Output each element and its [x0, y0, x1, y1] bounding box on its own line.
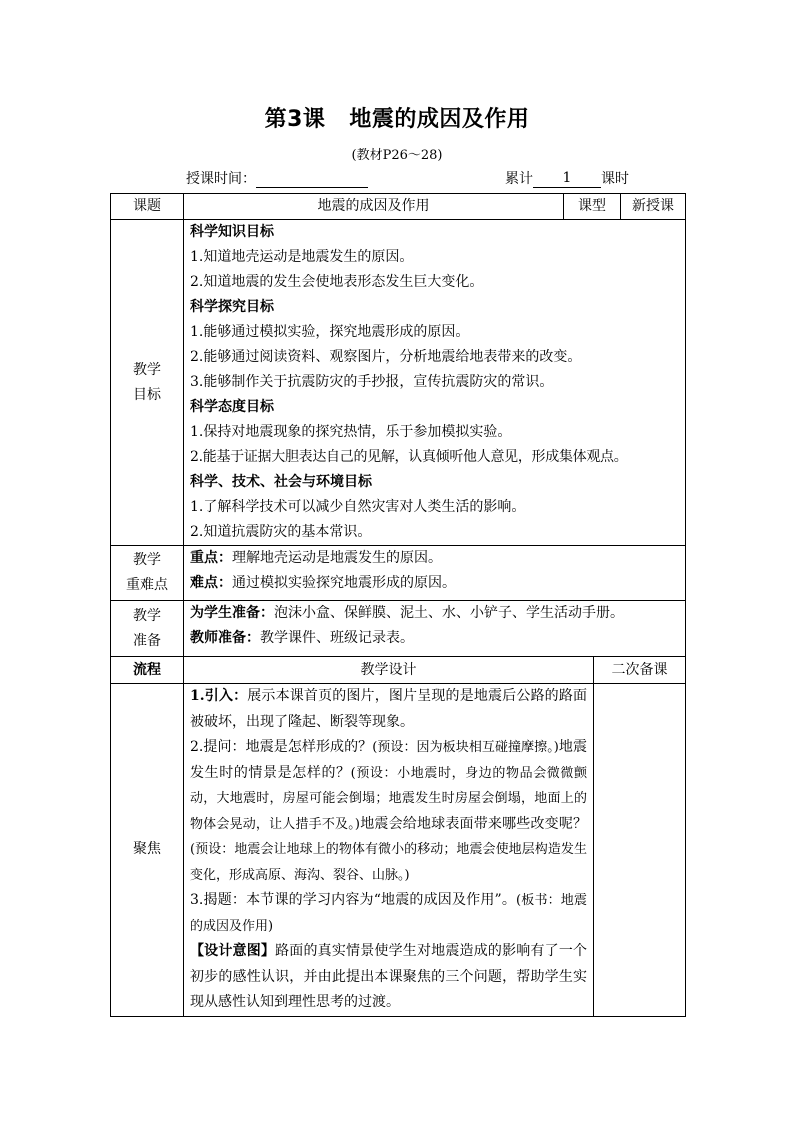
total-label: 累计	[505, 171, 533, 187]
goal-heading: 科学、技术、社会与环境目标	[190, 474, 372, 490]
textbook-pages: (教材P26～28)	[351, 148, 443, 163]
question-paragraph: 2.提问：地震是怎样形成的？(预设：因为板块相互碰撞摩擦。)地震发生时的情景是怎样的？(预设：小地震时，身边的物品会微微颤动，大地震时，房屋可能会倒塌；地震发生时房屋会倒塌，地面上的物体会晃动，让人措手不及。)地震会给地球表面带来哪些改变呢？(预设：地震会让地球上的物体有微小的移动；地震会使地层构造发生变化，形成高原、海沟、裂谷、山脉。)	[190, 739, 588, 883]
unit-label: 课时	[601, 171, 629, 187]
design-intent-paragraph: 【设计意图】路面的真实情景使学生对地震造成的影响有了一个初步的感性认识，并由此提出本课聚焦的三个问题，帮助学生实现从感性认知到理性思考的过渡。	[190, 943, 588, 1010]
goal-item: 1.知道地壳运动是地震发生的原因。	[190, 249, 414, 265]
intro-paragraph: 1.引入：展示本课首页的图片，图片呈现的是地震后公路的路面被破坏，出现了隆起、断裂等现象。	[190, 688, 587, 730]
prep-label: 教学 准备	[111, 601, 184, 657]
class-time-value	[256, 170, 368, 188]
goals-content	[184, 220, 686, 546]
focus-row	[111, 684, 686, 1017]
flow-header-row	[111, 657, 686, 684]
key-points-label: 教学 重难点	[111, 546, 184, 601]
second-prep-header: 二次备课	[594, 657, 686, 684]
design-header: 教学设计	[184, 657, 594, 684]
total-value: 1	[533, 170, 601, 188]
goal-item: 1.能够通过模拟实验，探究地震形成的原因。	[190, 324, 470, 340]
lesson-number: 第3课	[264, 107, 326, 132]
topic-value: 地震的成因及作用	[184, 194, 564, 220]
process-header: 流程	[111, 657, 184, 684]
goals-label: 教学 目标	[111, 220, 184, 546]
key-points-row	[111, 546, 686, 601]
key-points-content	[184, 546, 686, 601]
class-time	[186, 168, 368, 188]
student-prep: 为学生准备：泡沫小盒、保鲜膜、泥土、水、小铲子、学生活动手册。	[190, 605, 624, 621]
goal-item: 2.能基于证据大胆表达自己的见解，认真倾听他人意见，形成集体观点。	[190, 449, 628, 465]
difficulty-point: 难点：通过模拟实验探究地震形成的原因。	[190, 575, 456, 591]
goal-heading: 科学态度目标	[190, 399, 274, 415]
goal-heading: 科学探究目标	[190, 299, 274, 315]
second-prep-cell	[594, 684, 686, 1017]
class-time-label: 授课时间：	[186, 171, 256, 187]
goal-item: 2.知道地震的发生会使地表形态发生巨大变化。	[190, 274, 484, 290]
goal-heading: 科学知识目标	[190, 224, 274, 240]
page-title	[0, 102, 794, 133]
goal-item: 2.能够通过阅读资料、观察图片，分析地震给地表带来的改变。	[190, 349, 582, 365]
lesson-topic: 地震的成因及作用	[349, 107, 530, 132]
prep-row	[111, 601, 686, 657]
lesson-count	[505, 168, 629, 188]
teacher-prep: 教师准备：教学课件、班级记录表。	[190, 630, 414, 646]
goal-item: 3.能够制作关于抗震防灾的手抄报，宣传抗震防灾的常识。	[190, 374, 554, 390]
reveal-paragraph: 3.揭题：本节课的学习内容为“地震的成因及作用”。(板书：地震的成因及作用)	[190, 892, 587, 934]
focus-content	[184, 684, 594, 1017]
lesson-plan-table	[110, 193, 686, 1017]
goal-item: 1.了解科学技术可以减少自然灾害对人类生活的影响。	[190, 499, 526, 515]
goals-row	[111, 220, 686, 546]
type-label: 课型	[564, 194, 621, 220]
goal-item: 2.知道抗震防灾的基本常识。	[190, 524, 372, 540]
topic-label: 课题	[111, 194, 184, 220]
goal-item: 1.保持对地震现象的探究热情，乐于参加模拟实验。	[190, 424, 512, 440]
type-value: 新授课	[621, 194, 686, 220]
topic-row	[111, 194, 686, 220]
focus-point: 重点：理解地壳运动是地震发生的原因。	[190, 550, 442, 566]
prep-content	[184, 601, 686, 657]
focus-label: 聚焦	[111, 684, 184, 1017]
